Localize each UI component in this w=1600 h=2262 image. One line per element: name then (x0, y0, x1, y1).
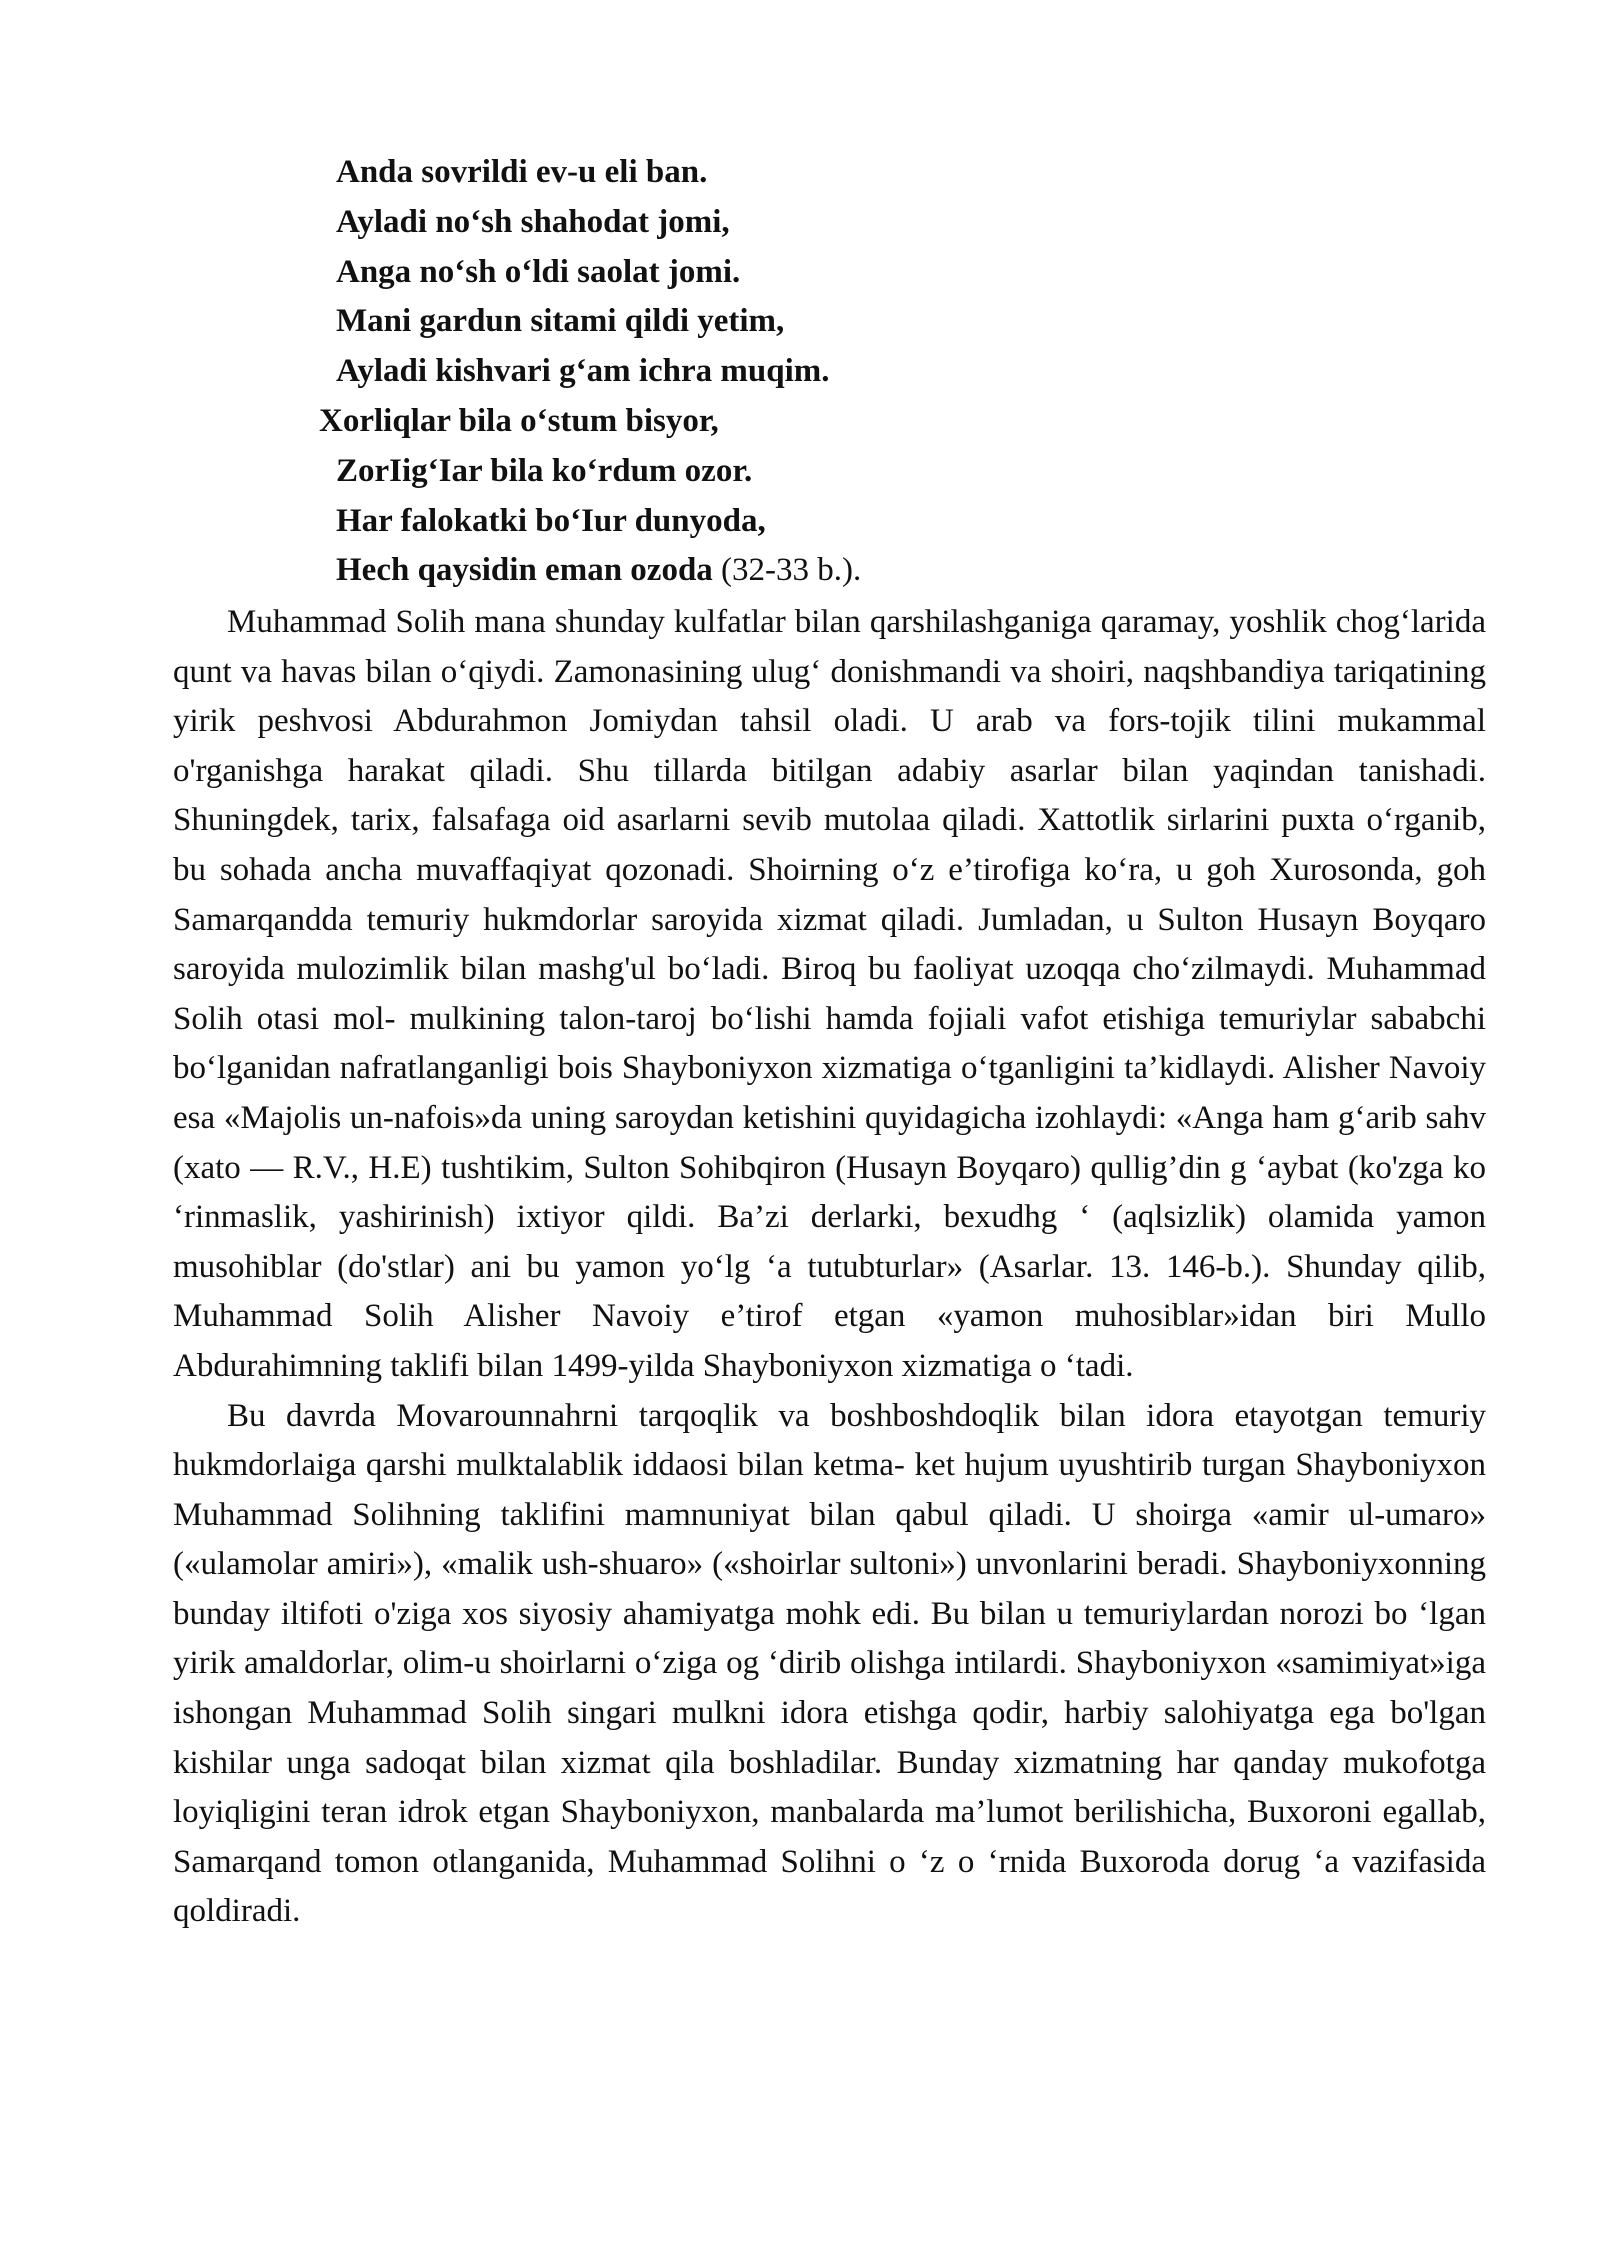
paragraph: Muhammad Solih mana shunday kulfatlar bilan qarshilashganiga qaramay, yoshlik chog‘larida qunt va havas bilan o‘qiydi. Zamonasining ulug‘ donishmandi va shoiri, naqshbandiya tariqatining yirik peshvosi Abdurahmon Jomiydan tahsil oladi. U arab va fors-tojik tilini mukammal o'rganishga harakat qiladi. Shu tillarda bitilgan adabiy asarlar bilan yaqindan tanishadi. Shuningdek, tarix, falsafaga oid asarlarni sevib mutolaa qiladi. Xattotlik sirlarini puxta o‘rganib, bu sohada ancha muvaffaqiyat qozonadi. Shoirning o‘z e’tirofiga ko‘ra, u goh Xurosonda, goh Samarqandda temuriy hukmdorlar saroyida xizmat qiladi. Jumladan, u Sulton Husayn Boyqaro saroyida mulozimlik bilan mashg'ul bo‘ladi. Biroq bu faoliyat uzoqqa cho‘zilmaydi. Muhammad Solih otasi mol- mulkining talon-taroj bo‘lishi hamda fojiali vafot etishiga temuriylar sababchi bo‘lganidan nafratlanganligi bois Shayboniyxon xizmatiga o‘tganligini ta’kidlaydi. Alisher Navoiy esa «Majolis un-nafois»da uning saroydan ketishini quyidagicha izohlaydi: «Anga ham g‘arib sahv (xato — R.V., H.E) tushtikim, Sulton Sohibqiron (Husayn Boyqaro) qullig’din g ʻaybat (ko'zga ko ʻrinmaslik, yashirinish) ixtiyor qildi. Ba’zi derlarki, bexudhg ʻ (aqlsizlik) olamida yamon musohiblar (do'stlar) ani bu yamon yo‘lg ʻa tutubturlar» (Asarlar. 13. 146-b.). Shunday qilib, Muhammad Solih Alisher Navoiy e’tirof etgan «yamon muhosiblar»idan biri Mullo Abdurahimning taklifi bilan 1499-yilda Shayboniyxon xizmatiga o ʻtadi. (173, 604, 1486, 1384)
paragraph: Bu davrda Movarounnahrni tarqoqlik va boshboshdoqlik bilan idora etayotgan temuriy hukmdorlaiga qarshi mulktalablik iddaosi bilan ketma- ket hujum uyushtirib turgan Shayboniyxon Muhammad Solihning taklifini mamnuniyat bilan qabul qiladi. U shoirga «amir ul-umaro» («ulamolar amiri»), «malik ush-shuaro» («shoirlar sultoni») unvonlarini beradi. Shayboniyxonning bunday iltifoti o'ziga xos siyosiy ahamiyatga mohk edi. Bu bilan u temuriylardan norozi bo ʻlgan yirik amaldorlar, olim-u shoirlarni o‘ziga og ʻdirib olishga intilardi. Shayboniyxon «samimiyat»iga ishongan Muhammad Solih singari mulkni idora etishga qodir, harbiy salohiyatga ega bo'lgan kishilar unga sadoqat bilan xizmat qila boshladilar. Bunday xizmatning har qanday mukofotga loyiqligini teran idrok etgan Shayboniyxon, manbalarda ma’lumot berilishicha, Buxoroni egallab, Samarqand tomon otlanganida, Muhammad Solihni o ʻz o ʻrnida Buxoroda dorug ʻa vazifasida qoldiradi. (173, 1397, 1486, 1930)
poem-line: Anda sovrildi ev-u eli ban. (336, 154, 708, 190)
poem-line: Har falokatki bo‘Iur dunyoda, (336, 502, 766, 539)
poem-citation: (32-33 b.). (712, 552, 862, 589)
body-text (173, 598, 1486, 1937)
poem-last-line (336, 546, 1336, 596)
poem-line: Xorliqlar bila o‘stum bisyor, (319, 402, 719, 439)
poem-line: ZorIig‘Iar bila ko‘rdum ozor. (336, 452, 753, 489)
poem-line: Ayladi no‘sh shahodat jomi, (336, 203, 730, 240)
poem-line: Anga no‘sh o‘ldi saolat jomi. (336, 253, 741, 290)
poem-line: Mani gardun sitami qildi yetim, (336, 303, 785, 340)
poem-line: Ayladi kishvari g‘am ichra muqim. (336, 353, 830, 390)
poem-line: Hech qaysidin eman ozoda (336, 552, 713, 589)
poem-block (319, 148, 1336, 596)
